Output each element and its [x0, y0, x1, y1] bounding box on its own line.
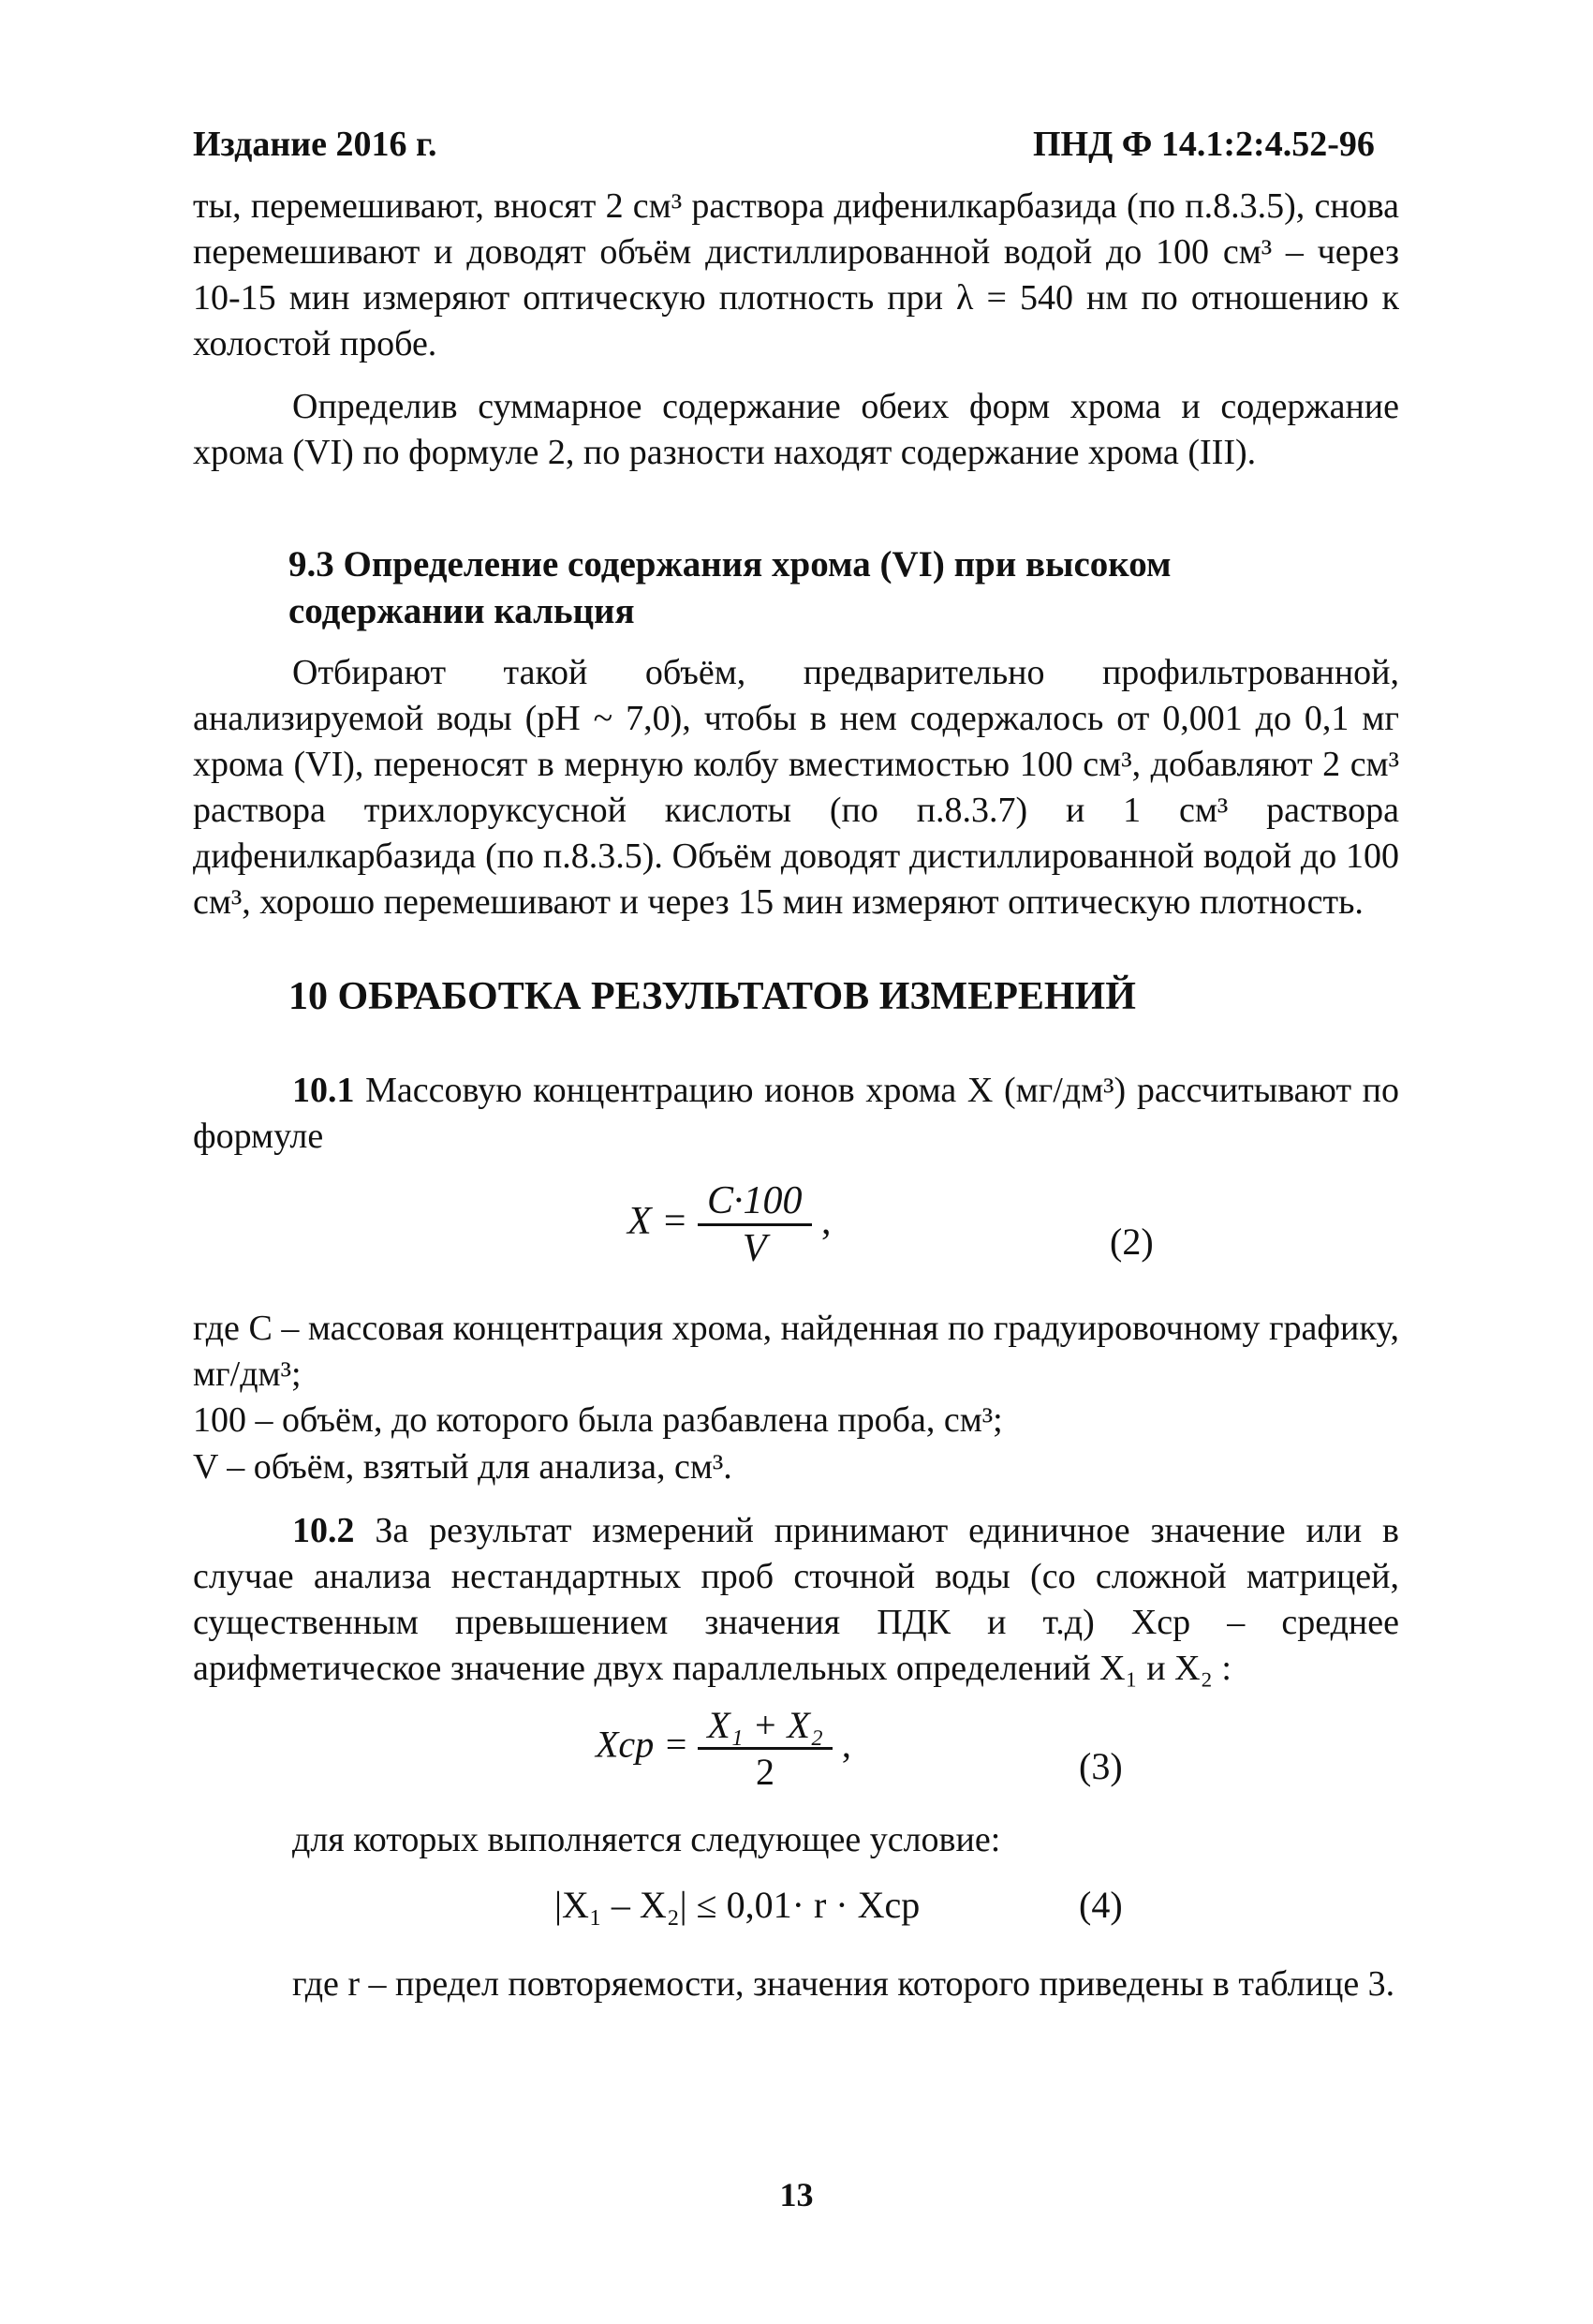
formula-numerator: X₁ + X₂ [698, 1703, 833, 1750]
formula-2 [627, 1178, 832, 1271]
formula-lhs: Xср = [596, 1723, 689, 1766]
paragraph-text: для которых выполняется следующее условие: [292, 1820, 1001, 1859]
formula-fraction [698, 1703, 833, 1794]
paragraph-10-2 [193, 1508, 1399, 1692]
equation-number-4: (4) [1079, 1884, 1123, 1926]
formula-denominator: V [742, 1227, 767, 1270]
paragraph-10-1 [193, 1068, 1399, 1160]
paragraph-continuation [193, 184, 1399, 367]
formula-comma: , [821, 1200, 832, 1244]
formula-lhs: X = [627, 1200, 688, 1244]
formula-comma: , [841, 1723, 851, 1766]
legend-100 [193, 1398, 1399, 1443]
formula-fraction [698, 1178, 812, 1271]
legend-text: где С – массовая концентрация хрома, найденная по градуировочному графику, мг/дм³; [193, 1309, 1399, 1394]
legend-v [193, 1444, 1399, 1490]
formula-denominator: 2 [756, 1751, 775, 1793]
clause-number: 10.1 [292, 1071, 355, 1110]
legend-text: 100 – объём, до которого была разбавлена проба, см³; [193, 1400, 1003, 1440]
paragraph-text: где r – предел повторяемости, значения которого приведены в таблице 3. [292, 1964, 1395, 2004]
equation-number-2: (2) [1110, 1221, 1154, 1263]
equation-number-3: (3) [1079, 1745, 1123, 1787]
clause-number: 10.2 [292, 1511, 355, 1550]
paragraph-text: Отбирают такой объём, предварительно профильтрованной, анализируемой воды (pH ~ 7,0), чтобы в нем содержалось от 0,001 до 0,1 мг хрома (VI), переносят в мерную колбу вместимостью 100 см³, добавляют 2 см³ раствора трихлоруксусной кислоты (по п.8.3.7) и 1 см³ раствора дифенилкарбазида (по п.8.3.5). Объём доводят дистиллированной водой до 100 см³, хорошо перемешивают и через 15 мин измеряют оптическую плотность. [193, 653, 1399, 922]
section-heading-10: 10 ОБРАБОТКА РЕЗУЛЬТАТОВ ИЗМЕРЕНИЙ [288, 975, 1136, 1018]
formula-3 [596, 1703, 851, 1794]
paragraph-calcium-procedure [193, 650, 1399, 925]
page-number: 13 [779, 2176, 814, 2213]
formula-numerator: C·100 [698, 1178, 812, 1226]
paragraph-text: Массовую концентрацию ионов хрома X (мг/дм³) рассчитывают по формуле [193, 1071, 1399, 1156]
legend-c [193, 1306, 1399, 1398]
subsection-heading-9-3: 9.3 Определение содержания хрома (VI) при высоком содержании кальция [288, 544, 1172, 631]
paragraph-text: ты, перемешивают, вносят 2 см³ раствора дифенилкарбазида (по п.8.3.5), снова перемешивают и доводят объём дистиллированной водой до 100 см³ – через 10-15 мин измеряют оптическую плотность при λ = 540 нм по отношению к холостой пробе. [193, 186, 1399, 363]
standard-code-header: ПНД Ф 14.1:2:4.52-96 [1033, 125, 1375, 164]
legend-text: V – объём, взятый для анализа, см³. [193, 1447, 732, 1487]
formula-4: |X₁ – X₂| ≤ 0,01· r · Xср [554, 1884, 921, 1926]
paragraph-text: Определив суммарное содержание обеих форм хрома и содержание хрома (VI) по формуле 2, по разности находят содержание хрома (III). [193, 387, 1399, 472]
condition-intro [193, 1817, 1399, 1863]
paragraph-repeatability [193, 1961, 1399, 2007]
edition-header: Издание 2016 г. [193, 125, 437, 164]
paragraph-chromium-difference [193, 384, 1399, 476]
paragraph-text: За результат измерений принимают единичное значение или в случае анализа нестандартных проб сточной воды (со сложной матрицей, существенным превышением значения ПДК и т.д) Xср – среднее арифметическое значение двух параллельных определений X₁ и X₂ : [193, 1511, 1399, 1688]
